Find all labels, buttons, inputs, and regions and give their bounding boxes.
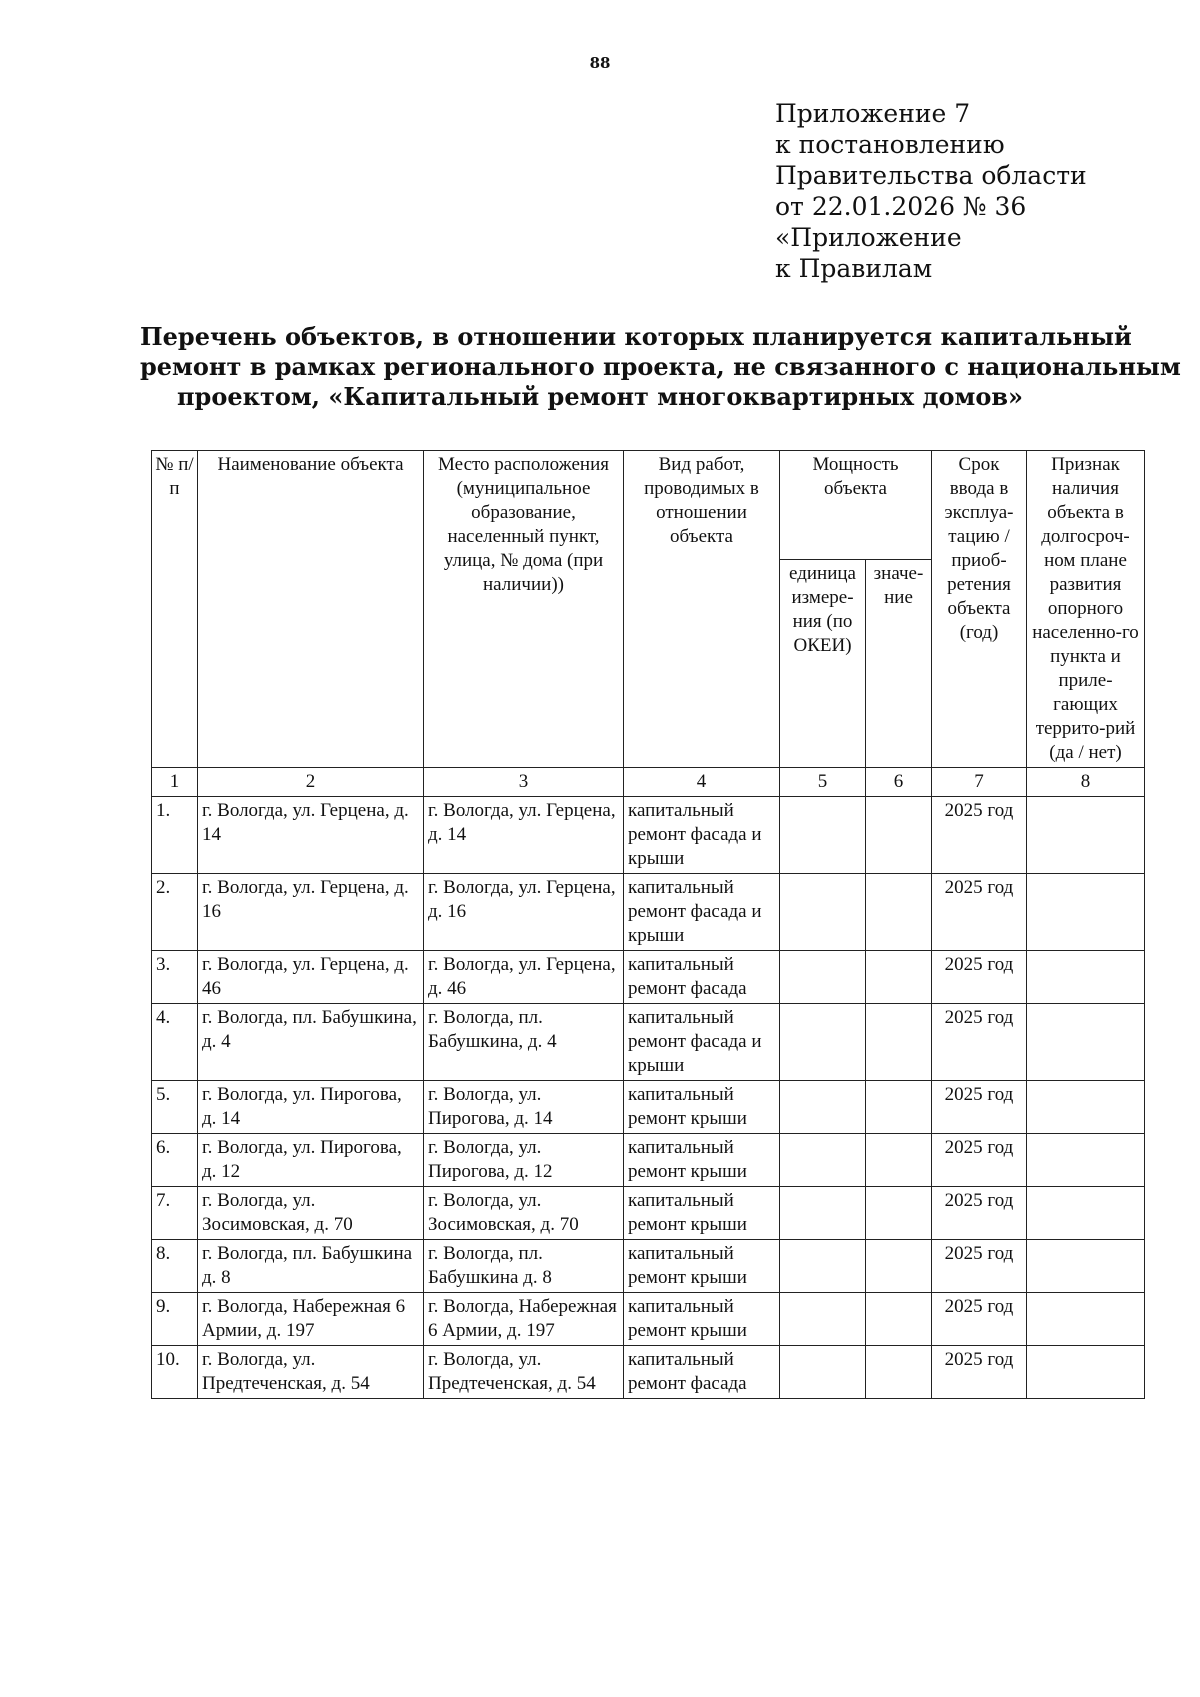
- table-row: [152, 874, 1145, 951]
- cell-name: г. Вологда, ул. Герцена, д. 46: [198, 951, 424, 1004]
- cell-location: г. Вологда, ул. Герцена, д. 46: [424, 951, 624, 1004]
- cell-name: г. Вологда, Набережная 6 Армии, д. 197: [198, 1293, 424, 1346]
- cell-unit: [780, 1004, 866, 1081]
- cell-location: г. Вологда, ул. Пирогова, д. 14: [424, 1081, 624, 1134]
- cell-term: 2025 год: [932, 951, 1027, 1004]
- cell-sign: [1027, 1293, 1145, 1346]
- cell-sign: [1027, 797, 1145, 874]
- cell-name: г. Вологда, пл. Бабушкина д. 8: [198, 1240, 424, 1293]
- cell-value: [866, 874, 932, 951]
- cell-name: г. Вологда, ул. Герцена, д. 16: [198, 874, 424, 951]
- column-number: 5: [780, 768, 866, 797]
- cell-work: капитальный ремонт крыши: [624, 1134, 780, 1187]
- cell-location: г. Вологда, ул. Предтеченская, д. 54: [424, 1346, 624, 1399]
- cell-value: [866, 1346, 932, 1399]
- appendix-line: к Правилам: [775, 254, 933, 283]
- cell-num: 3.: [152, 951, 198, 1004]
- cell-term: 2025 год: [932, 1240, 1027, 1293]
- cell-sign: [1027, 1081, 1145, 1134]
- column-number: 2: [198, 768, 424, 797]
- cell-num: 7.: [152, 1187, 198, 1240]
- cell-term: 2025 год: [932, 1134, 1027, 1187]
- cell-location: г. Вологда, Набережная 6 Армии, д. 197: [424, 1293, 624, 1346]
- objects-table: [151, 450, 1145, 1399]
- cell-term: 2025 год: [932, 1293, 1027, 1346]
- appendix-line: от 22.01.2026 № 36: [775, 192, 1027, 221]
- cell-value: [866, 1134, 932, 1187]
- cell-unit: [780, 1187, 866, 1240]
- cell-work: капитальный ремонт крыши: [624, 1240, 780, 1293]
- header-location: Место расположения (муниципальное образование, населенный пункт, улица, № дома (при наличии)): [424, 451, 624, 768]
- cell-num: 4.: [152, 1004, 198, 1081]
- table-row: [152, 1004, 1145, 1081]
- cell-location: г. Вологда, пл. Бабушкина д. 8: [424, 1240, 624, 1293]
- document-title: [140, 322, 1181, 412]
- cell-name: г. Вологда, ул. Зосимовская, д. 70: [198, 1187, 424, 1240]
- cell-work: капитальный ремонт фасада: [624, 1346, 780, 1399]
- title-line: проектом, «Капитальный ремонт многоквартирных домов»: [176, 382, 1023, 411]
- cell-sign: [1027, 874, 1145, 951]
- cell-value: [866, 1004, 932, 1081]
- cell-unit: [780, 951, 866, 1004]
- cell-unit: [780, 1081, 866, 1134]
- table-row: [152, 1187, 1145, 1240]
- appendix-line: «Приложение: [775, 223, 962, 252]
- cell-work: капитальный ремонт крыши: [624, 1081, 780, 1134]
- cell-unit: [780, 1240, 866, 1293]
- page-number: 88: [589, 54, 611, 72]
- title-line: ремонт в рамках регионального проекта, не связанного с национальным: [140, 352, 1181, 381]
- cell-num: 6.: [152, 1134, 198, 1187]
- cell-work: капитальный ремонт крыши: [624, 1293, 780, 1346]
- cell-term: 2025 год: [932, 1004, 1027, 1081]
- cell-work: капитальный ремонт фасада и крыши: [624, 797, 780, 874]
- column-number: 4: [624, 768, 780, 797]
- column-number: 3: [424, 768, 624, 797]
- cell-sign: [1027, 1134, 1145, 1187]
- cell-sign: [1027, 1240, 1145, 1293]
- cell-unit: [780, 1293, 866, 1346]
- cell-work: капитальный ремонт фасада: [624, 951, 780, 1004]
- cell-value: [866, 951, 932, 1004]
- header-num: № п/п: [152, 451, 198, 768]
- appendix-line: к постановлению: [775, 130, 1005, 159]
- cell-sign: [1027, 951, 1145, 1004]
- cell-value: [866, 1240, 932, 1293]
- header-capacity: Мощность объекта: [780, 451, 932, 560]
- cell-unit: [780, 874, 866, 951]
- cell-term: 2025 год: [932, 797, 1027, 874]
- column-number: 6: [866, 768, 932, 797]
- appendix-block: [775, 98, 1135, 284]
- table-row: [152, 1134, 1145, 1187]
- table-row: [152, 797, 1145, 874]
- header-value: значе-ние: [866, 560, 932, 768]
- table-row: [152, 1346, 1145, 1399]
- header-term: Срок ввода в эксплуа-тацию / приоб-ретения объекта (год): [932, 451, 1027, 768]
- cell-sign: [1027, 1346, 1145, 1399]
- header-sign: Признак наличия объекта в долгосроч-ном плане развития опорного населенно-го пункта и приле-гающих террито-рий (да / нет): [1027, 451, 1145, 768]
- cell-num: 1.: [152, 797, 198, 874]
- header-work-type: Вид работ, проводимых в отношении объекта: [624, 451, 780, 768]
- cell-num: 10.: [152, 1346, 198, 1399]
- cell-location: г. Вологда, ул. Пирогова, д. 12: [424, 1134, 624, 1187]
- cell-name: г. Вологда, ул. Герцена, д. 14: [198, 797, 424, 874]
- cell-term: 2025 год: [932, 874, 1027, 951]
- cell-term: 2025 год: [932, 1187, 1027, 1240]
- cell-location: г. Вологда, ул. Зосимовская, д. 70: [424, 1187, 624, 1240]
- column-number: 1: [152, 768, 198, 797]
- cell-sign: [1027, 1004, 1145, 1081]
- table-row: [152, 951, 1145, 1004]
- cell-name: г. Вологда, ул. Пирогова, д. 14: [198, 1081, 424, 1134]
- column-number: 8: [1027, 768, 1145, 797]
- cell-num: 2.: [152, 874, 198, 951]
- table-row: [152, 1240, 1145, 1293]
- appendix-line: Правительства области: [775, 161, 1087, 190]
- cell-work: капитальный ремонт фасада и крыши: [624, 1004, 780, 1081]
- table-row: [152, 1293, 1145, 1346]
- cell-num: 9.: [152, 1293, 198, 1346]
- cell-term: 2025 год: [932, 1081, 1027, 1134]
- cell-unit: [780, 797, 866, 874]
- cell-sign: [1027, 1187, 1145, 1240]
- cell-num: 5.: [152, 1081, 198, 1134]
- cell-work: капитальный ремонт фасада и крыши: [624, 874, 780, 951]
- appendix-line: Приложение 7: [775, 99, 971, 128]
- cell-value: [866, 1081, 932, 1134]
- cell-value: [866, 1187, 932, 1240]
- column-number: 7: [932, 768, 1027, 797]
- cell-unit: [780, 1346, 866, 1399]
- cell-value: [866, 797, 932, 874]
- table-row: [152, 1081, 1145, 1134]
- cell-location: г. Вологда, ул. Герцена, д. 14: [424, 797, 624, 874]
- cell-term: 2025 год: [932, 1346, 1027, 1399]
- cell-unit: [780, 1134, 866, 1187]
- cell-location: г. Вологда, пл. Бабушкина, д. 4: [424, 1004, 624, 1081]
- column-number-row: [152, 768, 1145, 797]
- cell-num: 8.: [152, 1240, 198, 1293]
- cell-name: г. Вологда, ул. Предтеченская, д. 54: [198, 1346, 424, 1399]
- cell-name: г. Вологда, ул. Пирогова, д. 12: [198, 1134, 424, 1187]
- cell-value: [866, 1293, 932, 1346]
- header-name: Наименование объекта: [198, 451, 424, 768]
- cell-location: г. Вологда, ул. Герцена, д. 16: [424, 874, 624, 951]
- cell-name: г. Вологда, пл. Бабушкина, д. 4: [198, 1004, 424, 1081]
- cell-work: капитальный ремонт крыши: [624, 1187, 780, 1240]
- header-unit: единица измере-ния (по ОКЕИ): [780, 560, 866, 768]
- title-line: Перечень объектов, в отношении которых планируется капитальный: [140, 322, 1132, 351]
